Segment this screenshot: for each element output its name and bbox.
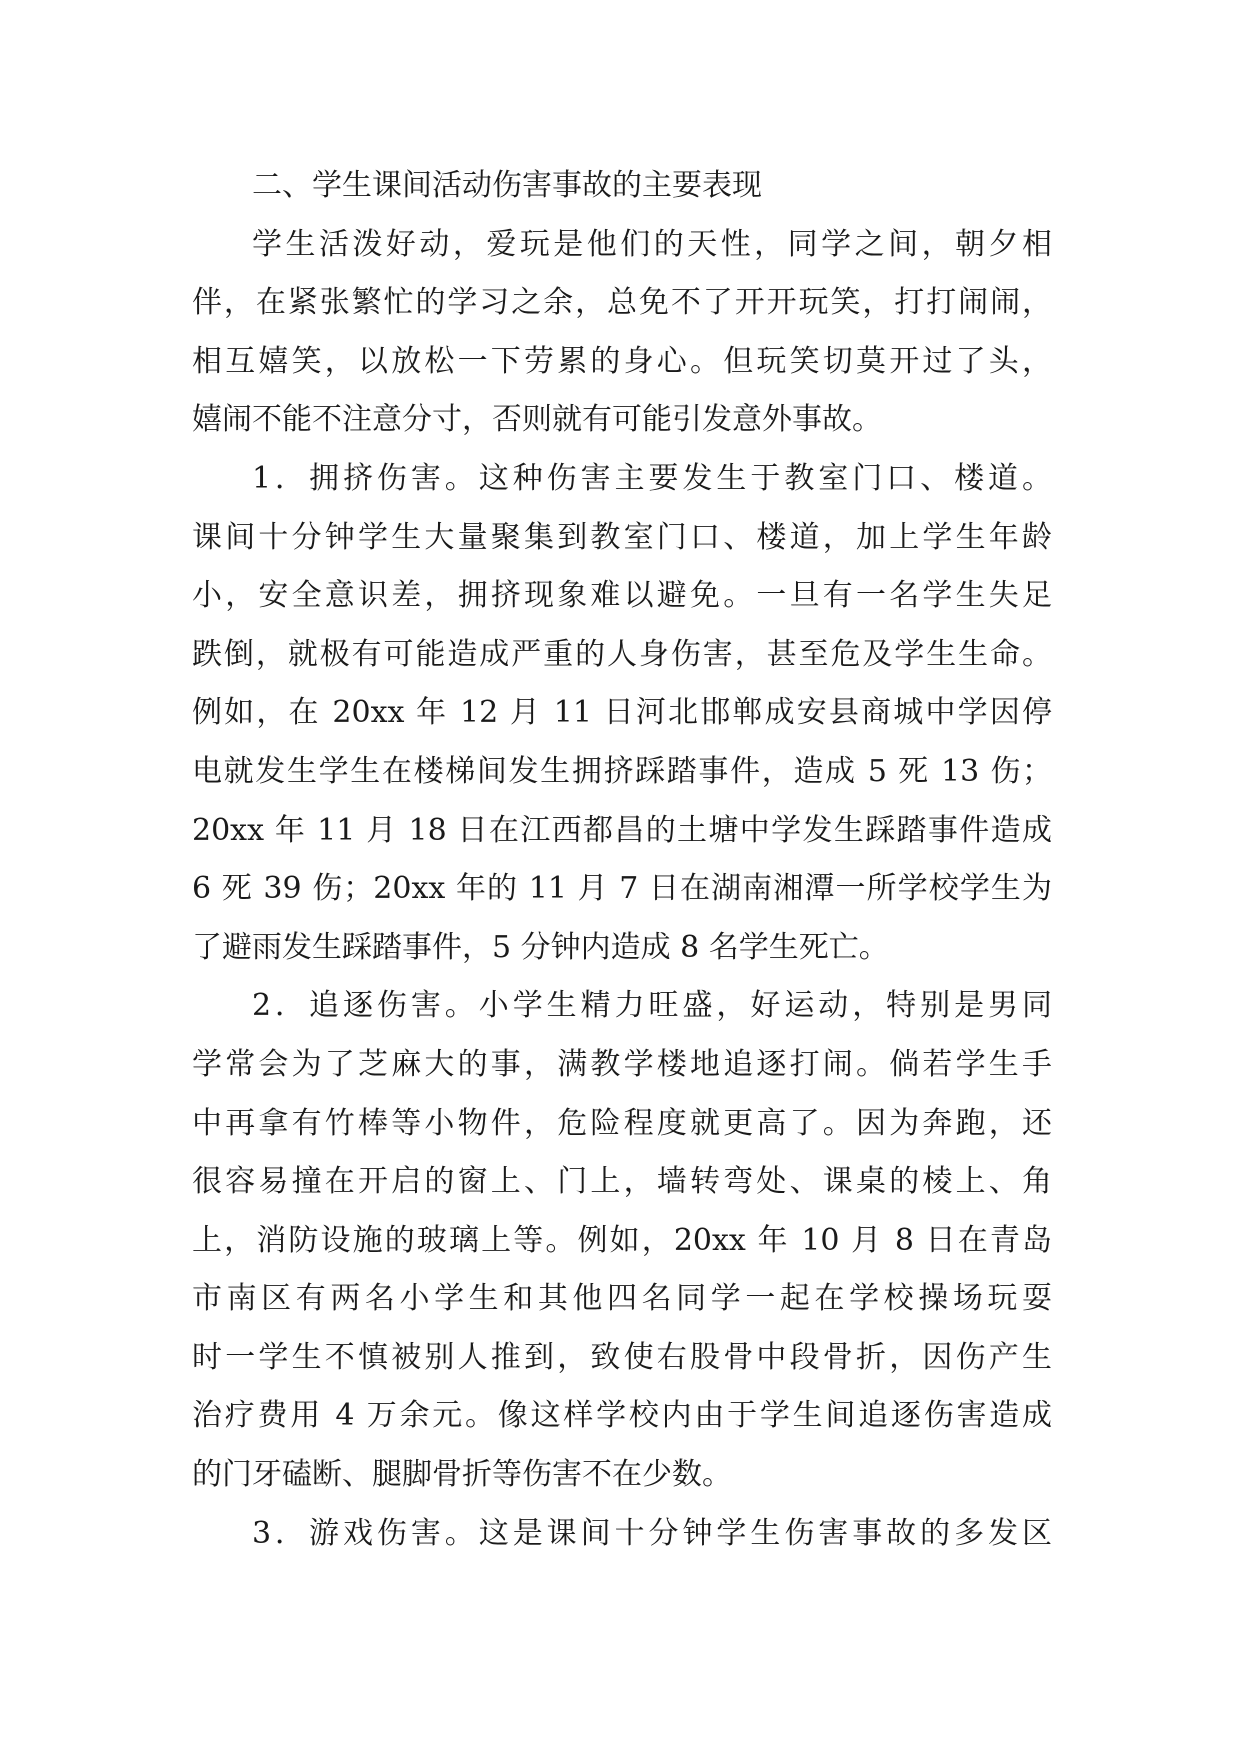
paragraph-line: 课间十分钟学生大量聚集到教室门口、楼道，加上学生年龄: [192, 519, 1052, 555]
paragraph-line: 治疗费用 4 万余元。像这样学校内由于学生间追逐伤害造成: [192, 1398, 1052, 1434]
paragraph-line: 1．拥挤伤害。这种伤害主要发生于教室门口、楼道。: [252, 460, 1052, 496]
paragraph-line: 小，安全意识差，拥挤现象难以避免。一旦有一名学生失足: [192, 578, 1052, 614]
paragraph-line: 跌倒，就极有可能造成严重的人身伤害，甚至危及学生生命。: [192, 636, 1052, 672]
paragraph-line: 学生活泼好动，爱玩是他们的天性，同学之间，朝夕相: [252, 226, 1052, 262]
paragraph-line: 了避雨发生踩踏事件，5 分钟内造成 8 名学生死亡。: [192, 929, 889, 965]
paragraph-line: 市南区有两名小学生和其他四名同学一起在学校操场玩耍: [192, 1281, 1052, 1317]
paragraph-line: 6 死 39 伤；20xx 年的 11 月 7 日在湖南湘潭一所学校学生为: [192, 871, 1052, 907]
paragraph-line: 相互嬉笑，以放松一下劳累的身心。但玩笑切莫开过了头，: [192, 343, 1052, 379]
paragraph-line: 上，消防设施的玻璃上等。例如，20xx 年 10 月 8 日在青岛: [192, 1222, 1052, 1258]
body-text: [192, 157, 1052, 1563]
paragraph-line: 学常会为了芝麻大的事，满教学楼地追逐打闹。倘若学生手: [192, 1046, 1052, 1082]
section-heading: 二、学生课间活动伤害事故的主要表现: [252, 168, 762, 203]
paragraph-line: 20xx 年 11 月 18 日在江西都昌的土塘中学发生踩踏事件造成: [192, 812, 1052, 848]
paragraph-line: 嬉闹不能不注意分寸，否则就有可能引发意外事故。: [192, 402, 882, 438]
paragraph-line: 的门牙磕断、腿脚骨折等伤害不在少数。: [192, 1457, 732, 1493]
paragraph-line: 2．追逐伤害。小学生精力旺盛，好运动，特别是男同: [252, 988, 1052, 1024]
paragraph-line: 3．游戏伤害。这是课间十分钟学生伤害事故的多发区: [252, 1515, 1052, 1551]
paragraph-line: 中再拿有竹棒等小物件，危险程度就更高了。因为奔跑，还: [192, 1105, 1052, 1141]
paragraph-line: 很容易撞在开启的窗上、门上，墙转弯处、课桌的棱上、角: [192, 1164, 1052, 1200]
paragraph-line: 例如，在 20xx 年 12 月 11 日河北邯郸成安县商城中学因停: [192, 695, 1052, 731]
paragraph-line: 电就发生学生在楼梯间发生拥挤踩踏事件，造成 5 死 13 伤；: [192, 753, 1052, 789]
paragraph-line: 伴，在紧张繁忙的学习之余，总免不了开开玩笑，打打闹闹，: [192, 285, 1052, 321]
paragraph-line: 时一学生不慎被别人推到，致使右股骨中段骨折，因伤产生: [192, 1339, 1052, 1375]
